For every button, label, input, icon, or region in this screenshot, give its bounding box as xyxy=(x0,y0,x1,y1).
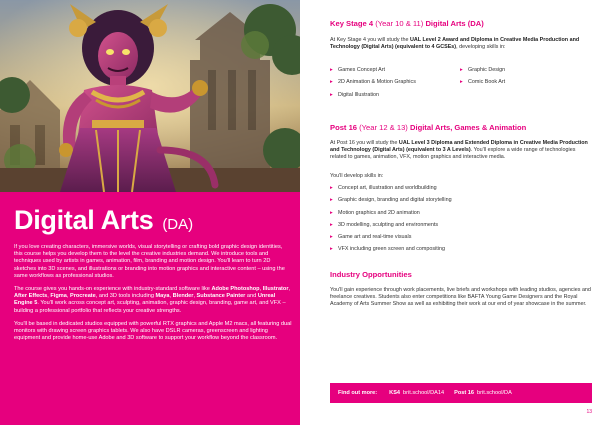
ks4-heading: Key Stage 4 (Year 10 & 11) Digital Arts (DA) xyxy=(330,19,484,28)
right-page xyxy=(300,0,600,425)
list-item: ▸ Comic Book Art xyxy=(460,79,590,86)
facilities-paragraph: You'll be based in dedicated studios equipped with powerful RTX graphics and Apple M2 macs, all featuring dual monitors with drawing screen graphics tablets. We also have DSLR cameras, greenscreen and lighting equipment and provide home-use Adobe and 3D software to support your workflow beyond the classroom. xyxy=(14,320,292,342)
ks4-skills xyxy=(330,67,592,104)
post16-develop-label: You'll develop skills in: xyxy=(330,173,384,179)
post16-code: Post 16 xyxy=(454,390,474,396)
list-item: ▸ Games Concept Art xyxy=(330,67,460,74)
ks4-code: KS4 xyxy=(389,390,401,396)
software-paragraph: The course gives you hands-on experience with industry-standard software like Adobe Photoshop, Illustrator, After Effects, Figma, Procreate, and 3D tools including Maya, Blender, Substance Painter and Unreal Engine 5. You'll work across concept art, sculpting, animation, graphic design, branding, game art, and VFX – building a professional portfolio that reflects your creative strengths. xyxy=(14,286,291,314)
list-item: ▸ Motion graphics and 2D animation xyxy=(330,210,592,217)
ks4-intro: At Key Stage 4 you will study the UAL Level 2 Award and Diploma in Creative Media Production and Technology (Digital Arts) (equivalent to 4 GCSEs), developing skills in: xyxy=(330,37,580,50)
list-item: ▸ 3D modelling, sculpting and environments xyxy=(330,222,592,229)
title-abbreviation: (DA) xyxy=(162,216,194,233)
ks4-link[interactable]: brit.school/DA14 xyxy=(403,390,445,396)
post16-intro: At Post 16 you will study the UAL Level 3 Diploma and Extended Diploma in Creative Media Production and Technology (Digital Arts) (equivalent to 3 A Levels). You'll explore a wide range of technologies related to games, animation, VFX, motion graphics and interactive media. xyxy=(330,140,588,160)
page-title xyxy=(14,200,193,237)
list-item: ▸ Graphic design, branding and digital storytelling xyxy=(330,197,592,204)
ks4-skills-col1 xyxy=(330,67,460,104)
industry-heading: Industry Opportunities xyxy=(330,270,412,279)
course-description xyxy=(14,244,292,348)
industry-text: You'll gain experience through work placements, live briefs and workshops with leading studios, agencies and freelance creatives. Students also enter competitions like BAFTA Young Game Designers and the Royal Academy of Arts Summer Show as well as exhibiting their work at our end of year showcase in the summer. xyxy=(330,287,591,307)
page-number: 13 xyxy=(586,409,592,415)
find-out-more-bar xyxy=(330,383,592,403)
character-artwork xyxy=(0,0,300,192)
post16-skills xyxy=(330,185,592,259)
list-item: ▸ VFX including green screen and compositing xyxy=(330,246,592,253)
intro-paragraph: If you love creating characters, immersive worlds, visual storytelling or crafting bold graphic design identities, this course helps you develop them to the level the creative industries demand. We introduce tools and techniques used by artists in games, animation, film, branding and motion design. You'll learn to turn 2D sketches into 3D scenes, and illustrations or branding into motion graphics and interactive content – using the same workflows as professional studios. xyxy=(14,244,285,279)
find-out-more-label: Find out more: xyxy=(338,390,378,396)
title-text: Digital Arts xyxy=(14,205,154,235)
ks4-skills-col2 xyxy=(460,67,590,104)
post16-heading: Post 16 (Year 12 & 13) Digital Arts, Games & Animation xyxy=(330,123,527,132)
list-item: ▸ Graphic Design xyxy=(460,67,590,74)
post16-link[interactable]: brit.school/DA xyxy=(477,390,512,396)
list-item: ▸ Digital Illustration xyxy=(330,92,460,99)
list-item: ▸ Game art and real-time visuals xyxy=(330,234,592,241)
list-item: ▸ Concept art, illustration and worldbuilding xyxy=(330,185,592,192)
list-item: ▸ 2D Animation & Motion Graphics xyxy=(330,79,460,86)
